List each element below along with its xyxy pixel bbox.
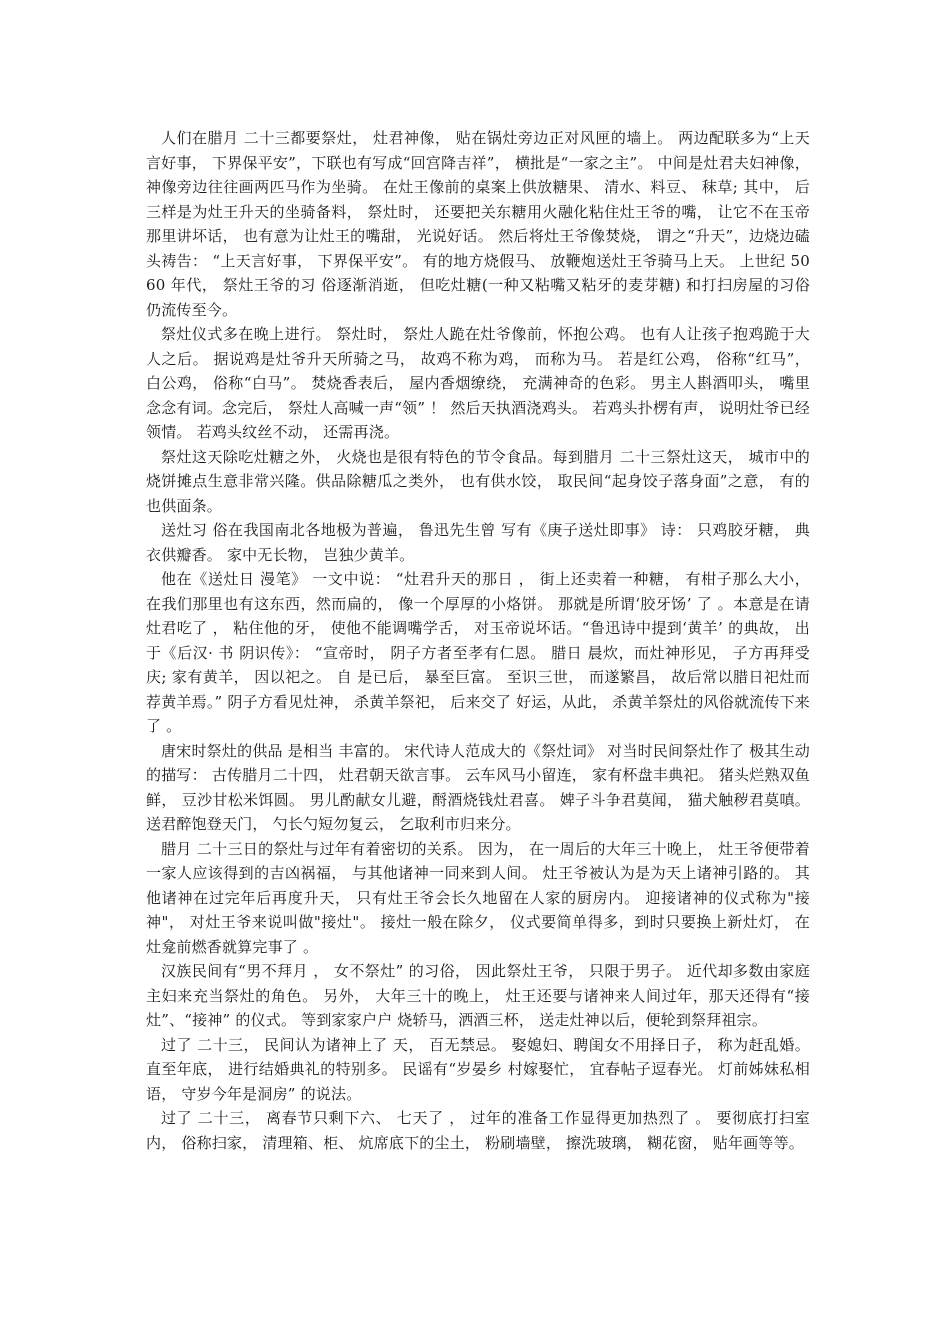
paragraph: 人们在腊月 二十三都要祭灶， 灶君神像， 贴在锅灶旁边正对风匣的墙上。 两边配联多为“上天言好事， 下界保平安”，下联也有写成“回宫降吉祥”， 横批是“一家之主”。 中间是灶君夫妇神像， 神像旁边往往画两匹马作为坐骑。 在灶王像前的桌案上供放糖果、 清水、料豆、 秣草; 其中， 后三样是为灶王升天的坐骑备料， 祭灶时， 还要把关东糖用火融化粘住灶王爷的嘴， 让它不在玉帝那里讲坏话， 也有意为让灶王的嘴甜， 光说好话。 然后将灶王爷像焚烧， 谓之“升天”，边烧边磕头祷告： “上天言好事， 下界保平安”。 有的地方烧假马、 放鞭炮送灶王爷骑马上天。 上世纪 5060 年代， 祭灶王爷的习 俗逐渐消逝， 但吃灶糖(一种又粘嘴又粘牙的麦芽糖) 和打扫房屋的习俗仍流传至今。 [146, 129, 810, 319]
paragraph: 他在《送灶日 漫笔》 一文中说： “灶君升天的那日 ， 街上还卖着一种糖， 有柑子那么大小， 在我们那里也有这东西，然而扁的， 像一个厚厚的小烙饼。 那就是所谓‘胶牙饧’ 了 。本意是在请灶君吃了 ， 粘住他的牙， 使他不能调嘴学舌， 对玉帝说坏话。“鲁迅诗中提到‘黄羊’ 的典故， 出于《后汉· 书 阴识传》： “宣帝时， 阴子方者至孝有仁恩。 腊日 晨炊，而灶神形见， 子方再拜受庆; 家有黄羊， 因以祀之。 自 是已后， 暴至巨富。 至识三世， 而遂繁昌， 故后常以腊日祀灶而荐黄羊焉。” 阴子方看见灶神， 杀黄羊祭祀， 后来交了 好运，从此， 杀黄羊祭灶的风俗就流传下来了 。 [146, 570, 810, 735]
paragraph: 送灶习 俗在我国南北各地极为普遍， 鲁迅先生曾 写有《庚子送灶即事》 诗： 只鸡胶牙糖， 典衣供瓣香。 家中无长物， 岂独少黄羊。 [146, 521, 810, 564]
document-body [146, 126, 810, 1155]
paragraph: 汉族民间有“男不拜月 ， 女不祭灶” 的习俗， 因此祭灶王爷， 只限于男子。 近代却多数由家庭主妇来充当祭灶的角色。 另外， 大年三十的晚上， 灶王还要与诸神来人间过年，那天还得有“接灶”、“接神” 的仪式。 等到家家户户 烧轿马，洒酒三杯， 送走灶神以后，便轮到祭拜祖宗。 [146, 962, 810, 1029]
paragraph: 祭灶仪式多在晚上进行。 祭灶时， 祭灶人跪在灶爷像前，怀抱公鸡。 也有人让孩子抱鸡跪于大人之后。 据说鸡是灶爷升天所骑之马， 故鸡不称为鸡， 而称为马。 若是红公鸡， 俗称“红马”， 白公鸡， 俗称“白马”。 焚烧香表后， 屋内香烟缭绕， 充满神奇的色彩。 男主人斟酒叩头， 嘴里念念有词。念完后， 祭灶人高喊一声“领” ！ 然后天执酒浇鸡头。 若鸡头扑楞有声， 说明灶爷已经领情。 若鸡头纹丝不动， 还需再浇。 [146, 325, 810, 441]
paragraph: 祭灶这天除吃灶糖之外， 火烧也是很有特色的节令食品。每到腊月 二十三祭灶这天， 城市中的烧饼摊点生意非常兴隆。供品除糖瓜之类外， 也有供水饺， 取民间“起身饺子落身面”之意， 有的也供面条。 [146, 447, 810, 515]
paragraph: 唐宋时祭灶的供品 是相当 丰富的。 宋代诗人范成大的《祭灶词》 对当时民间祭灶作了 极其生动的描写： 古传腊月二十四， 灶君朝天欲言事。 云车风马小留连， 家有杯盘丰典祀。 猪头烂熟双鱼鲜， 豆沙甘松米饵圆。 男儿酌献女儿避，酹酒烧钱灶君喜。 婢子斗争君莫闻， 猫犬触秽君莫嗔。 送君醉饱登天门， 勺长勺短勿复云， 乞取利市归来分。 [146, 741, 810, 833]
paragraph: 过了 二十三， 民间认为诸神上了 天， 百无禁忌。 娶媳妇、聘闺女不用择日子， 称为赶乱婚。 直至年底， 进行结婚典礼的特别多。 民谣有“岁晏乡 村嫁娶忙， 宜春帖子逗春光。 灯前姊妹私相语， 守岁今年是洞房” 的说法。 [146, 1035, 811, 1103]
paragraph: 腊月 二十三日的祭灶与过年有着密切的关系。 因为， 在一周后的大年三十晚上， 灶王爷便带着一家人应该得到的吉凶祸福， 与其他诸神一同来到人间。 灶王爷被认为是为天上诸神引路的。 其他诸神在过完年后再度升天， 只有灶王爷会长久地留在人家的厨房内。 迎接诸神的仪式称为"接神"， 对灶王爷来说叫做"接灶"。 接灶一般在除夕， 仪式要简单得多，到时只要换上新灶灯， 在灶龛前燃香就算完事了 。 [146, 839, 810, 956]
paragraph: 过了 二十三， 离春节只剩下六、 七天了 ， 过年的准备工作显得更加热烈了 。 要彻底打扫室内， 俗称扫家， 清理箱、柜、 炕席底下的尘土， 粉刷墙壁， 擦洗玻璃， 糊花窗， 贴年画等等。 [146, 1109, 810, 1152]
